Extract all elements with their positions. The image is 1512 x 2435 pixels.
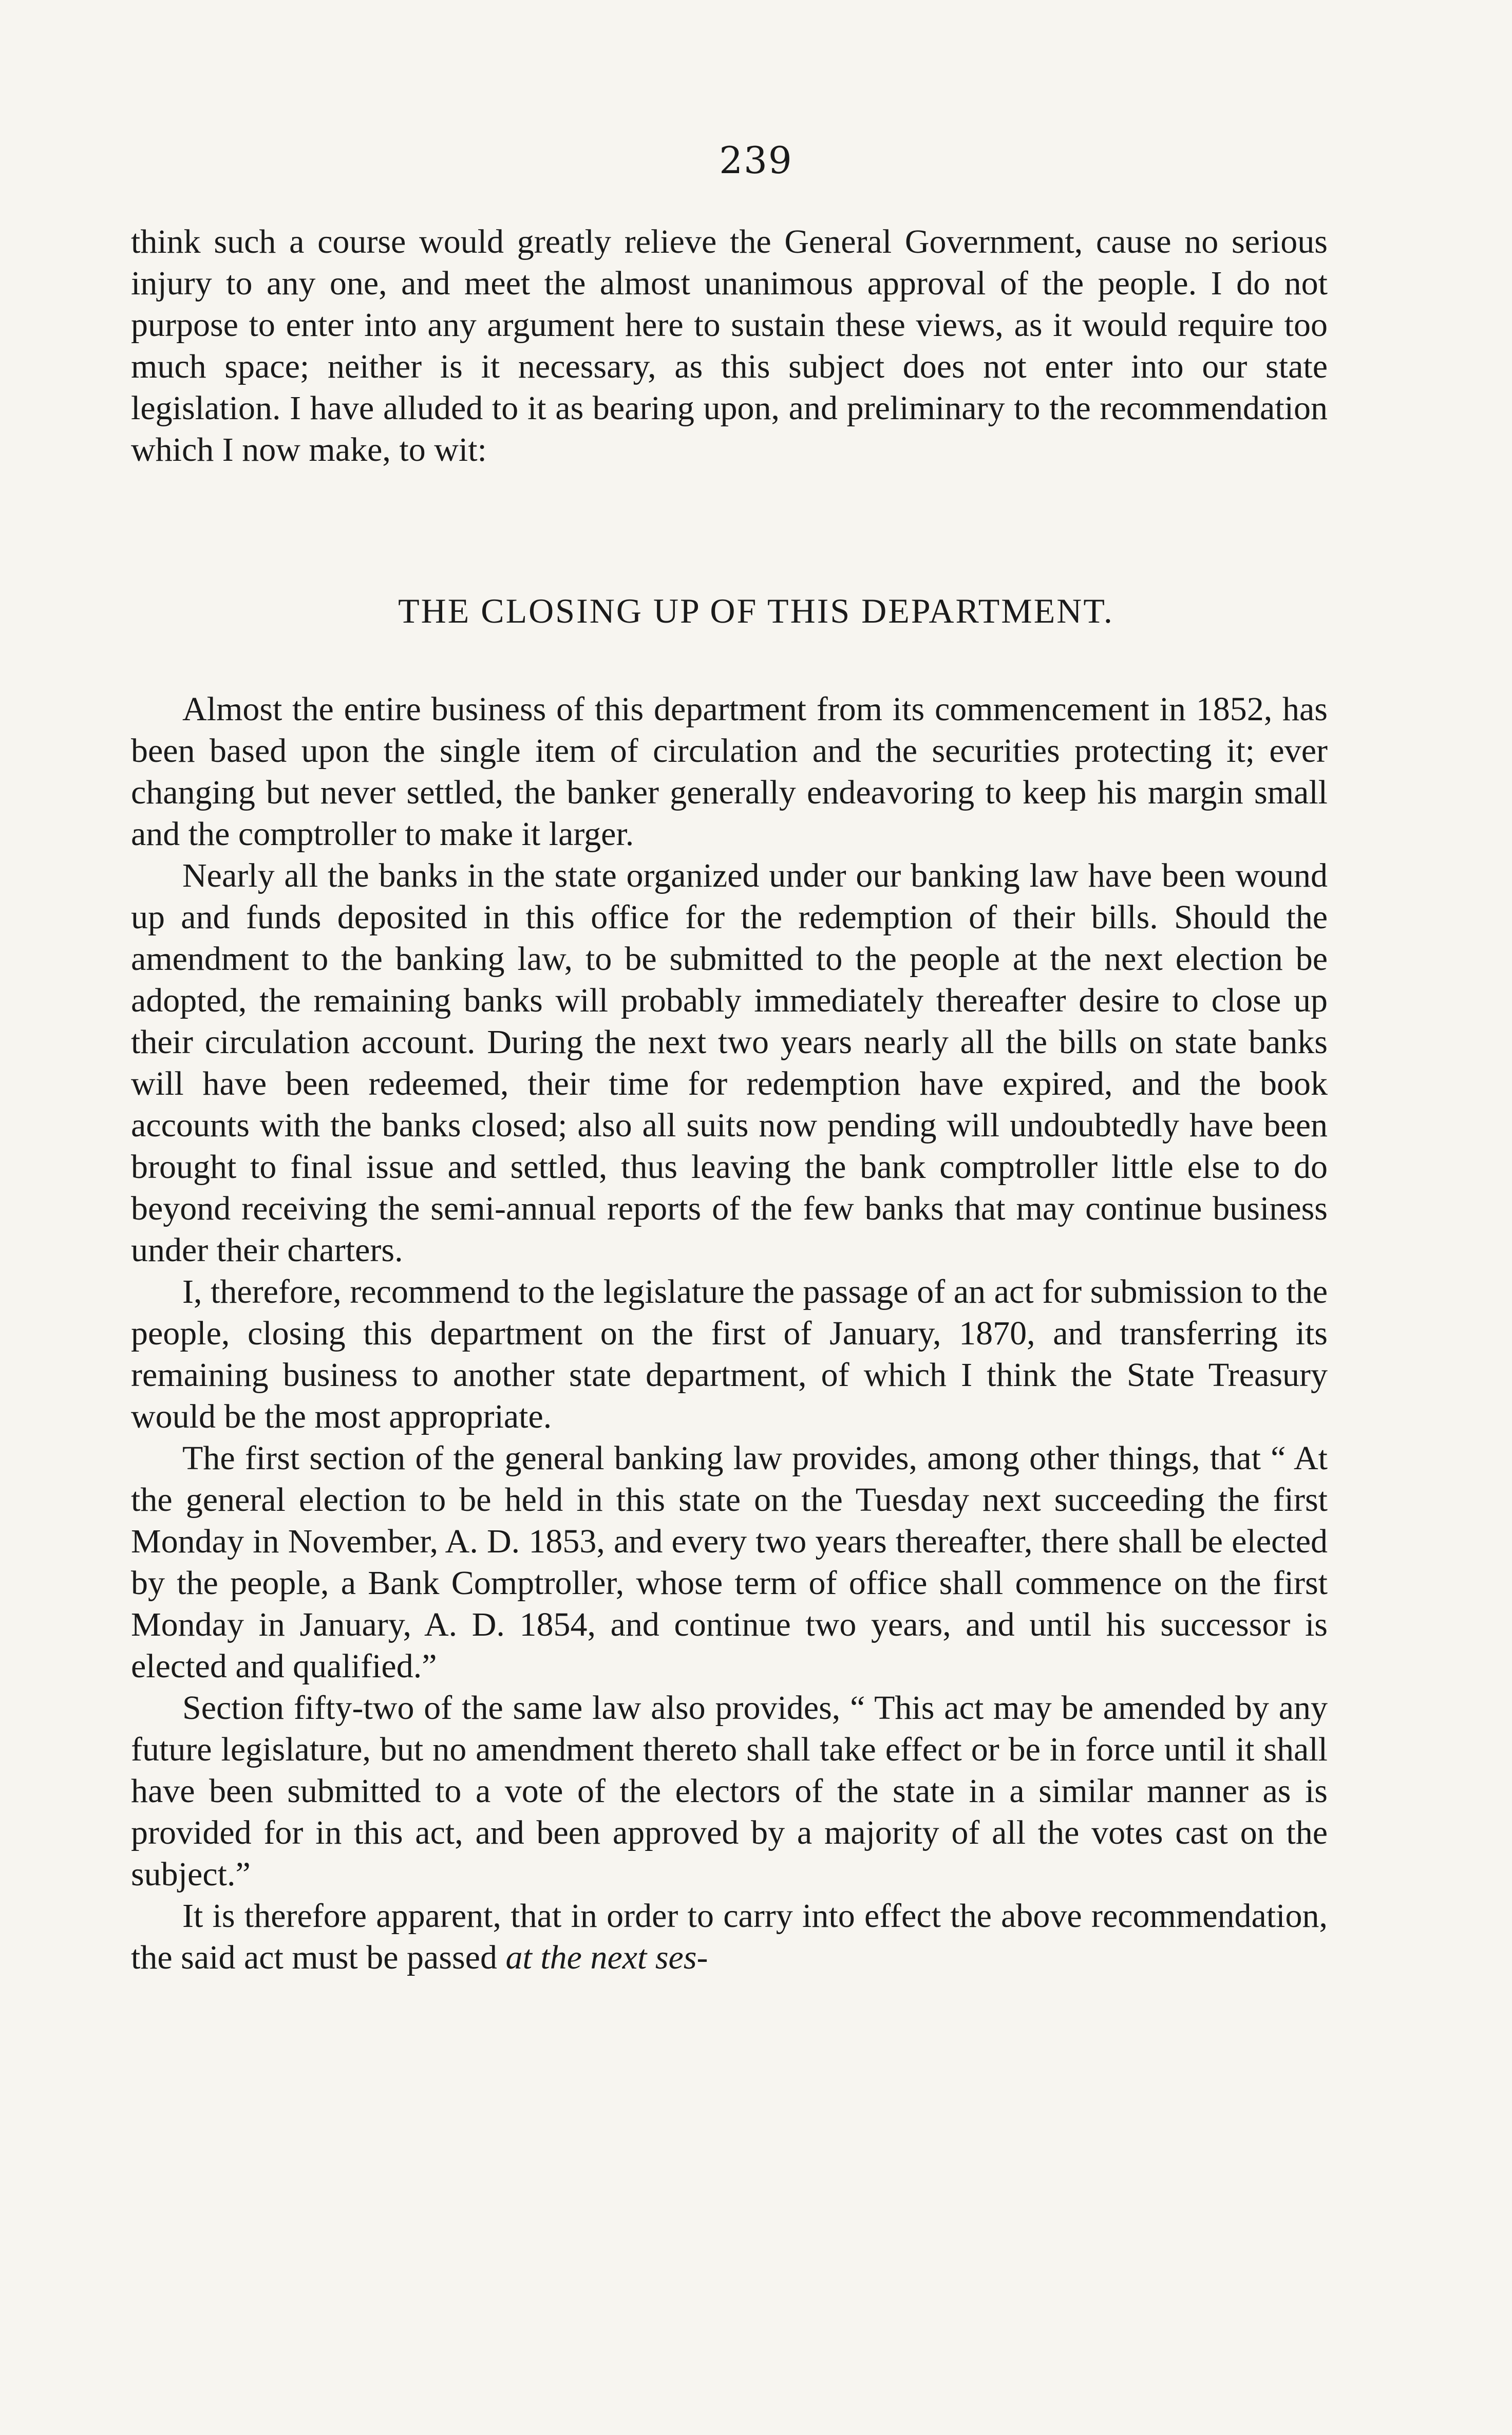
paragraph: I, therefore, recommend to the legislature the passage of an act for submission to the people, closing this department on the first of January, 1870, and transferring its remaining business to another state department, of which I think the State Treasury would be the most appropriate. (131, 1273, 1328, 1435)
paragraph: The first section of the general banking law provides, among other things, that “ At the general election to be held in this state on the Tuesday next succeeding the first Monday in November, A. D. 1853, and every two years thereafter, there shall be elected by the people, a Bank Comptroller, whose term of office shall commence on the first Monday in January, A. D. 1854, and continue two years, and until his successor is elected and qualified.” (131, 1439, 1328, 1685)
section-heading: THE CLOSING UP OF THIS DEPARTMENT. (398, 591, 1114, 630)
last-paragraph-text: It is therefore apparent, that in order to carry into effect the above recommendation, the said act must be passed (131, 1897, 1328, 1976)
page-number: 239 (719, 139, 793, 182)
paragraph: Nearly all the banks in the state organized under our banking law have been wound up and funds deposited in this office for the redemption of their bills. Should the amendment to the banking law, to be submitted to the people at the next election be adopted, the remaining banks will probably immediately thereafter desire to close up their circulation account. During the next two years nearly all the bills on state banks will have been redeemed, their time for redemption have expired, and the book accounts with the banks closed; also all suits now pending will undoubtedly have been brought to final issue and settled, thus leaving the bank comptroller little else to do beyond receiving the semi-annual reports of the few banks that may continue business under their charters. (131, 857, 1328, 1269)
paragraph: Section fifty-two of the same law also provides, “ This act may be amended by any future legislature, but no amendment thereto shall take effect or be in force until it shall have been submitted to a vote of the electors of the state in a similar manner as is provided for in this act, and been approved by a majority of all the votes cast on the subject.” (131, 1689, 1328, 1893)
intro-paragraph-text: think such a course would greatly relieve the General Government, cause no serious injury to any one, and meet the almost unanimous approval of the people. I do not purpose to enter into any argument here to sustain these views, as it would require too much space; neither is it necessary, as this subject does not enter into our state legislation. I have alluded to it as bearing upon, and preliminary to the recommendation which I now make, to wit: (131, 223, 1328, 469)
last-paragraph (131, 1895, 1328, 1978)
paragraph: Almost the entire business of this department from its commencement in 1852, has been based upon the single item of circulation and the securities protecting it; ever changing but never settled, the banker generally endeavoring to keep his margin small and the comptroller to make it larger. (131, 690, 1328, 853)
section-body (131, 688, 1328, 2322)
intro-paragraph (131, 221, 1328, 539)
last-paragraph-italic: at the next ses- (505, 1939, 708, 1976)
